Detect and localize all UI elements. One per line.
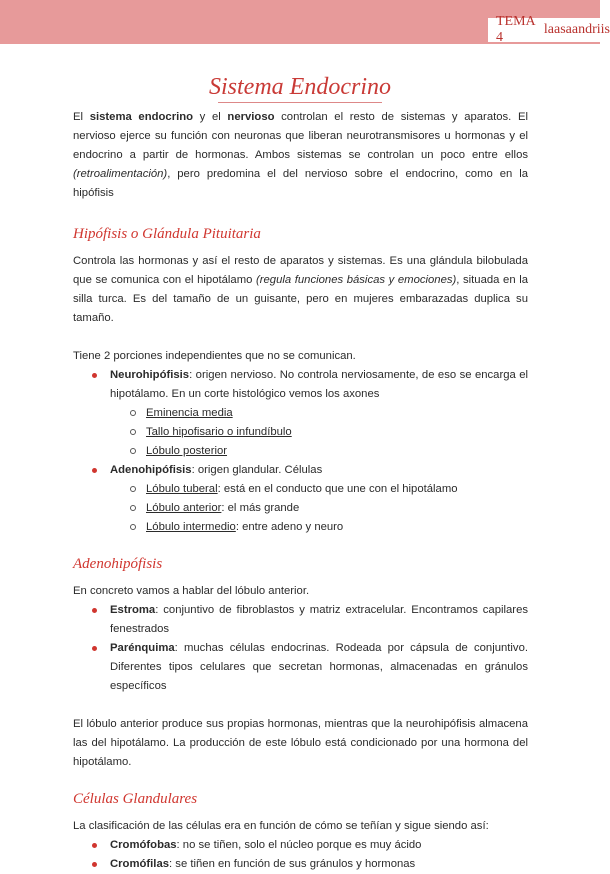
section-heading-adenohipofisis: Adenohipófisis bbox=[73, 556, 163, 572]
title-underline bbox=[218, 102, 382, 103]
page-title: Sistema Endocrino bbox=[209, 74, 391, 100]
hipofisis-paragraph: Controla las hormonas y así el resto de aparatos y sistemas. Es una glándula bilobulada que se comunica con el hipotálamo (regula funciones básicas y emociones), situada en la silla turca. Es del tamaño de un guisante, pero en mujeres embarazadas duplica su tamaño. bbox=[73, 255, 528, 324]
adeno-list bbox=[73, 601, 528, 696]
document-body bbox=[73, 108, 528, 874]
topic-label: TEMA 4 bbox=[496, 14, 535, 45]
list-item-cromofilas: Cromófilas: se tiñen en función de sus gránulos y hormonas bbox=[73, 855, 528, 874]
list-item-neurohipofisis: Neurohipófisis: origen nervioso. No controla nerviosamente, de eso se encarga el hipotálamo. En un corte histológico vemos los axones Eminencia media Tallo hipofisario o infundíbulo Lóbulo posterior bbox=[73, 366, 528, 461]
porciones-paragraph: Tiene 2 porciones independientes que no se comunican. bbox=[73, 350, 356, 362]
celulas-paragraph: La clasificación de las células era en función de cómo se teñían y sigue siendo así: bbox=[73, 820, 489, 832]
section-heading-hipofisis: Hipófisis o Glándula Pituitaria bbox=[73, 226, 261, 242]
adeno-intro-paragraph: En concreto vamos a hablar del lóbulo anterior. bbox=[73, 585, 310, 597]
list-item-parenquima: Parénquima: muchas células endocrinas. Rodeada por cápsula de conjuntivo. Diferentes tipos celulares que secretan hormonas, almacenadas en gránulos específicos bbox=[73, 639, 528, 696]
neuro-sublist bbox=[110, 404, 528, 461]
sub-item: Lóbulo intermedio: entre adeno y neuro bbox=[110, 518, 528, 537]
section-heading-celulas: Células Glandulares bbox=[73, 791, 198, 807]
header-tab bbox=[488, 14, 610, 45]
sub-item: Lóbulo tuberal: está en el conducto que une con el hipotálamo bbox=[110, 480, 528, 499]
sub-item: Tallo hipofisario o infundíbulo bbox=[110, 423, 528, 442]
sub-item: Lóbulo posterior bbox=[110, 442, 528, 461]
adeno-sublist bbox=[110, 480, 528, 537]
porciones-list bbox=[73, 366, 528, 537]
list-item-cromofobas: Cromófobas: no se tiñen, solo el núcleo porque es muy ácido bbox=[73, 836, 528, 855]
celulas-list bbox=[73, 836, 528, 874]
intro-paragraph: El sistema endocrino y el nervioso controlan el resto de sistemas y aparatos. El nervioso ejerce su función con neuronas que liberan neurotransmisores u hormonas y el endocrino a partir de hormonas. Ambos sistemas se controlan un poco entre ellos (retroalimentación), pero predomina el del nervioso sobre el endocrino, como en la hipófisis bbox=[73, 111, 529, 199]
sub-item: Lóbulo anterior: el más grande bbox=[110, 499, 528, 518]
author-label: laasaandriis bbox=[543, 22, 610, 37]
list-item-adenohipofisis: Adenohipófisis: origen glandular. Células Lóbulo tuberal: está en el conducto que une con el hipotálamo Lóbulo anterior: el más grande Lóbulo intermedio: entre adeno y neuro bbox=[73, 461, 528, 537]
lobulo-anterior-paragraph: El lóbulo anterior produce sus propias hormonas, mientras que la neurohipófisis almacena las del hipotálamo. La producción de este lóbulo está condicionado por una hormona del hipotálamo. bbox=[73, 718, 528, 768]
sub-item: Eminencia media bbox=[110, 404, 528, 423]
list-item-estroma: Estroma: conjuntivo de fibroblastos y matriz extracelular. Encontramos capilares fenestrados bbox=[73, 601, 528, 639]
